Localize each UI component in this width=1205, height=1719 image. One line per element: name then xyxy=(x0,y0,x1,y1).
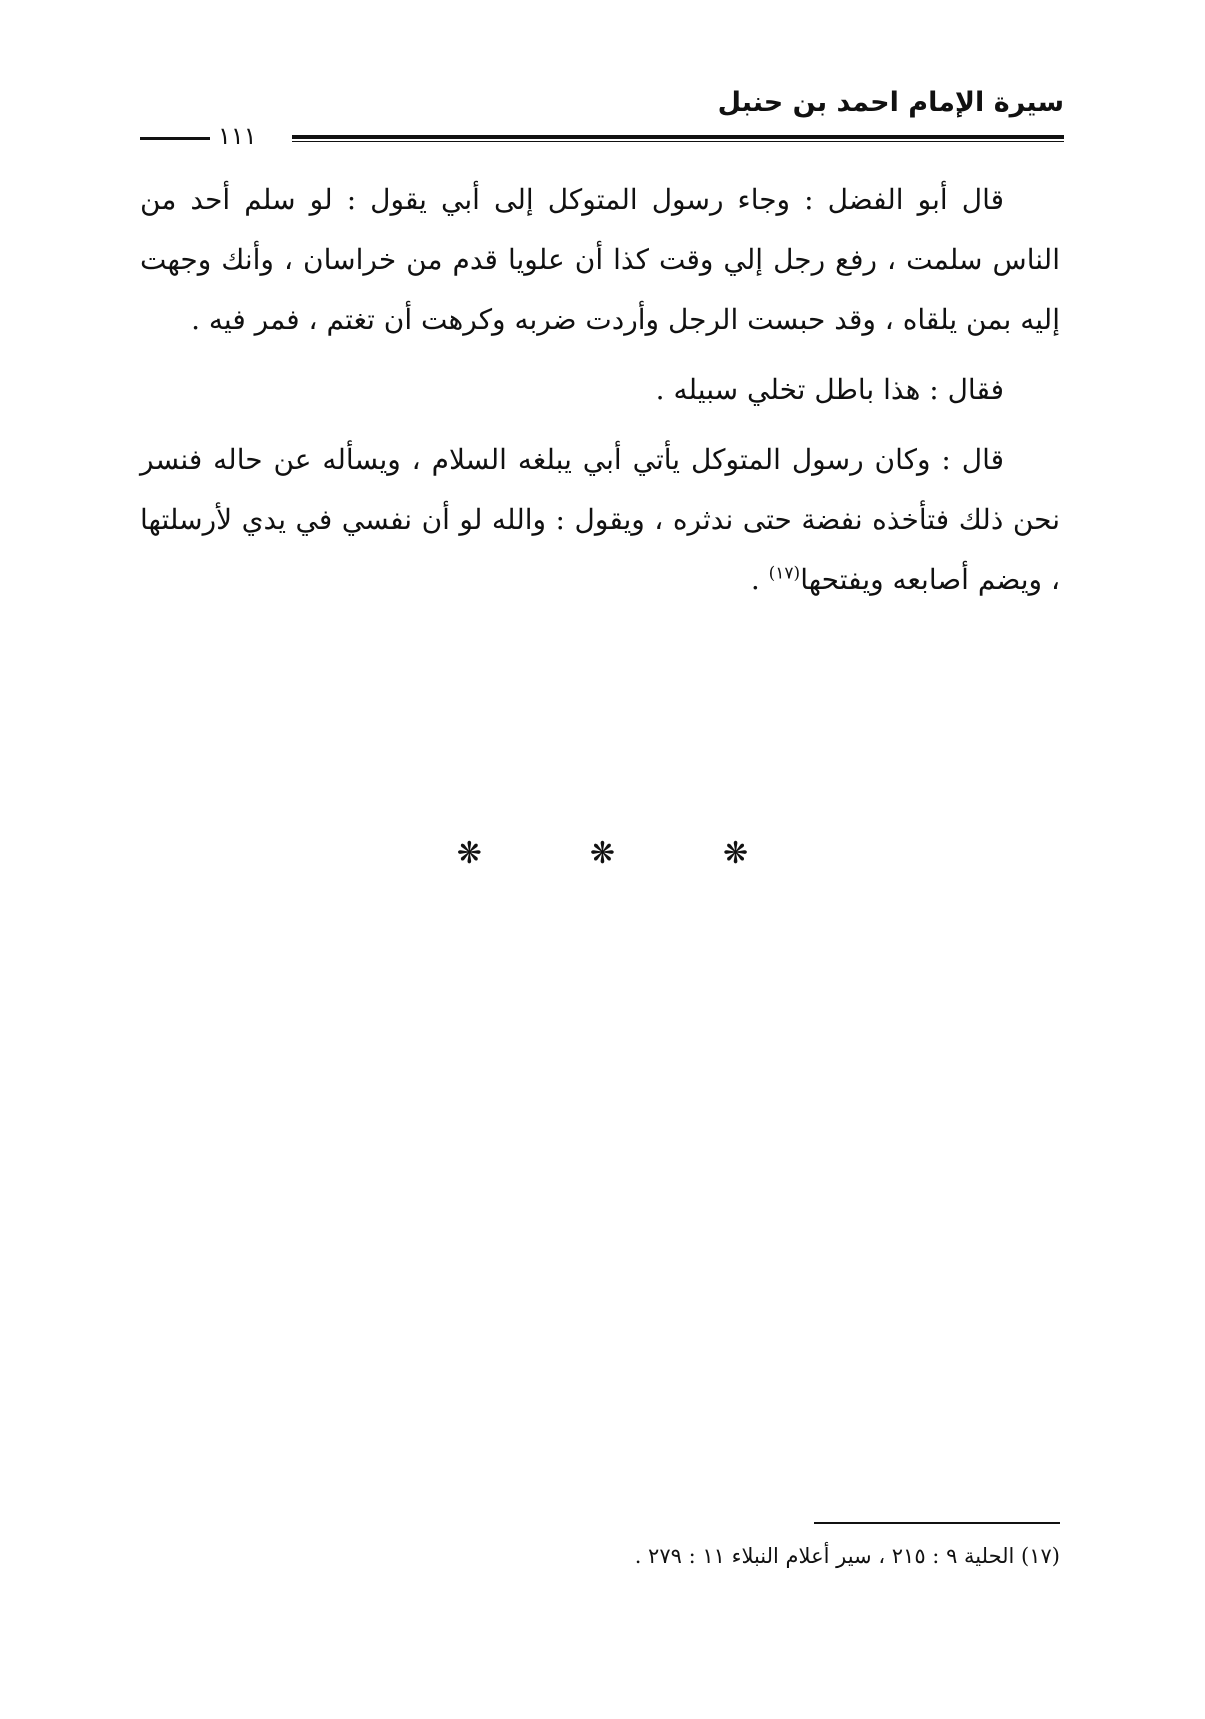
footnote: (١٧) الحلية ٩ : ٢١٥ ، سير أعلام النبلاء ١١ : ٢٧٩ . xyxy=(634,1544,1060,1568)
page-header xyxy=(140,86,1064,150)
paragraph: فقال : هذا باطل تخلي سبيله . xyxy=(655,373,1004,406)
paragraph xyxy=(140,430,1060,610)
section-divider: ❋❋❋ xyxy=(456,836,857,871)
running-title: سيرة الإمام احمد بن حنبل xyxy=(717,87,1064,118)
header-rule xyxy=(292,135,1064,142)
body-text xyxy=(140,170,1060,620)
paragraph-end: . xyxy=(750,563,769,596)
header-rule-left xyxy=(140,137,210,140)
footnote-rule xyxy=(814,1522,1060,1524)
paragraph: قال أبو الفضل : وجاء رسول المتوكل إلى أبي يقول : لو سلم أحد من الناس سلمت ، رفع رجل إلي وقت كذا أن علويا قدم من خراسان ، وأنك وجهت إليه بمن يلقاه ، وقد حبست الرجل وأردت ضربه وكرهت أن تغتم ، فمر فيه . xyxy=(140,183,1060,336)
paragraph-text: قال : وكان رسول المتوكل يأتي أبي يبلغه السلام ، ويسأله عن حاله فنسر نحن ذلك فتأخذه نفضة حتى ندثره ، ويقول : والله لو أن نفسي في يدي لأرسلتها ، ويضم أصابعه ويفتحها xyxy=(140,443,1060,596)
page-number: ١١١ xyxy=(218,122,257,150)
footnote-reference: (١٧) xyxy=(768,563,801,584)
